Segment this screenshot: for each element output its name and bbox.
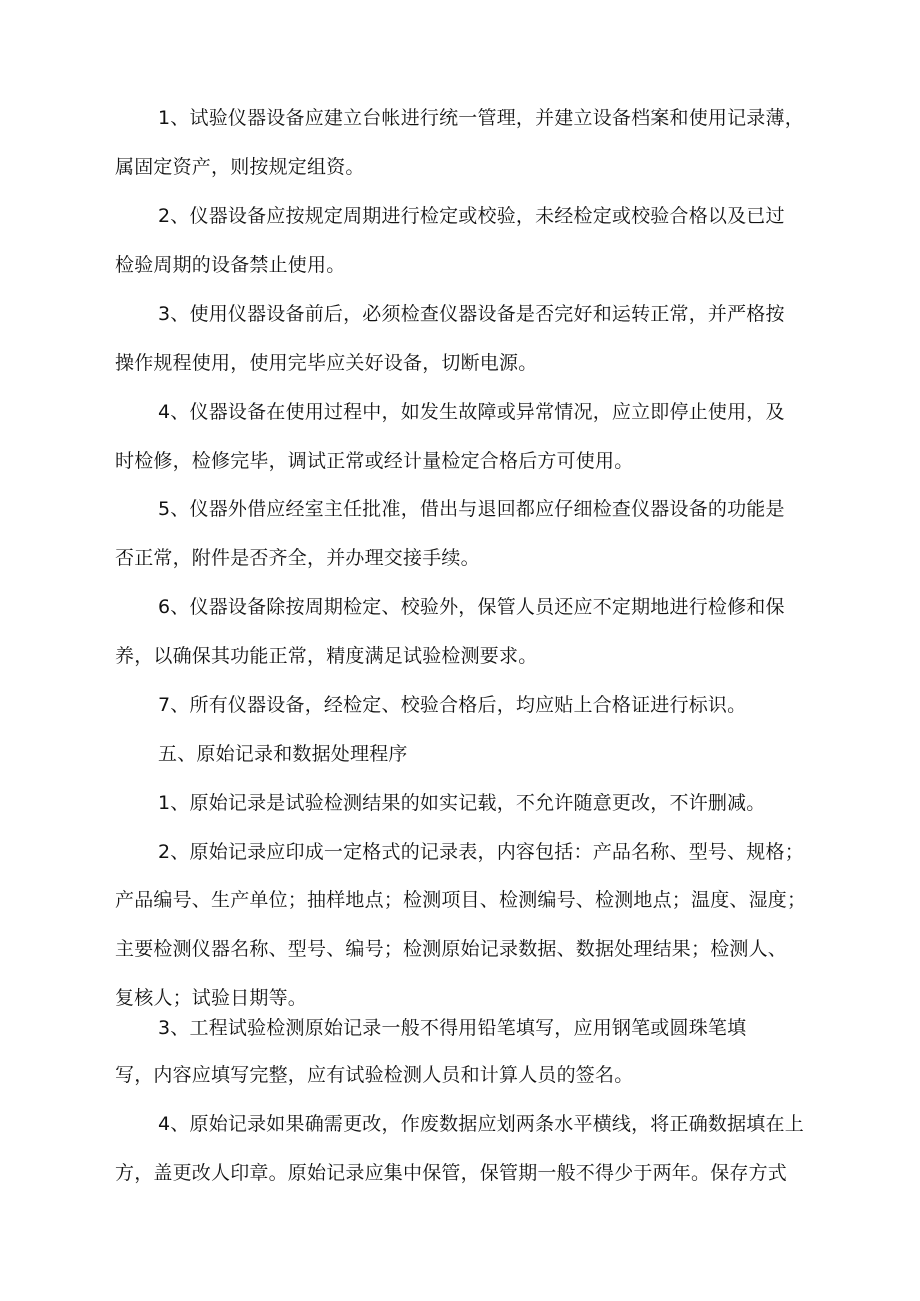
paragraph-line: 4、原始记录如果确需更改，作废数据应划两条水平横线，将正确数据填在上 (158, 1113, 804, 1135)
paragraph-line: 3、工程试验检测原始记录一般不得用铅笔填写，应用钢笔或圆珠笔填 (158, 1017, 747, 1039)
paragraph-line: 否正常，附件是否齐全，并办理交接手续。 (115, 547, 480, 569)
paragraph-line: 7、所有仪器设备，经检定、校验合格后，均应贴上合格证进行标识。 (158, 694, 747, 716)
paragraph-line: 3、使用仪器设备前后，必须检查仪器设备是否完好和运转正常，并严格按 (158, 303, 785, 325)
paragraph-line: 5、仪器外借应经室主任批准，借出与退回都应仔细检查仪器设备的功能是 (158, 498, 785, 520)
paragraph-line: 属固定资产，则按规定组资。 (115, 156, 365, 178)
paragraph-line: 养，以确保其功能正常，精度满足试验检测要求。 (115, 645, 538, 667)
paragraph-line: 方，盖更改人印章。原始记录应集中保管，保管期一般不得少于两年。保存方式 (115, 1162, 788, 1184)
paragraph-line: 复核人；试验日期等。 (115, 987, 308, 1009)
paragraph-line: 写，内容应填写完整，应有试验检测人员和计算人员的签名。 (115, 1064, 634, 1086)
section-heading: 五、原始记录和数据处理程序 (158, 743, 408, 765)
paragraph-line: 2、仪器设备应按规定周期进行检定或校验，未经检定或校验合格以及已过 (158, 205, 785, 227)
paragraph-line: 1、原始记录是试验检测结果的如实记载，不允许随意更改，不许删减。 (158, 792, 766, 814)
paragraph-line: 时检修，检修完毕，调试正常或经计量检定合格后方可使用。 (115, 450, 634, 472)
paragraph-line: 主要检测仪器名称、型号、编号；检测原始记录数据、数据处理结果；检测人、 (115, 938, 788, 960)
paragraph-line: 产品编号、生产单位；抽样地点；检测项目、检测编号、检测地点；温度、湿度； (115, 889, 807, 911)
paragraph-line: 6、仪器设备除按周期检定、校验外，保管人员还应不定期地进行检修和保 (158, 596, 785, 618)
paragraph-line: 2、原始记录应印成一定格式的记录表，内容包括：产品名称、型号、规格； (158, 841, 804, 863)
paragraph-line: 1、试验仪器设备应建立台帐进行统一管理，并建立设备档案和使用记录薄， (158, 107, 804, 129)
paragraph-line: 检验周期的设备禁止使用。 (115, 254, 346, 276)
paragraph-line: 操作规程使用，使用完毕应关好设备，切断电源。 (115, 352, 538, 374)
paragraph-line: 4、仪器设备在使用过程中，如发生故障或异常情况，应立即停止使用，及 (158, 401, 785, 423)
